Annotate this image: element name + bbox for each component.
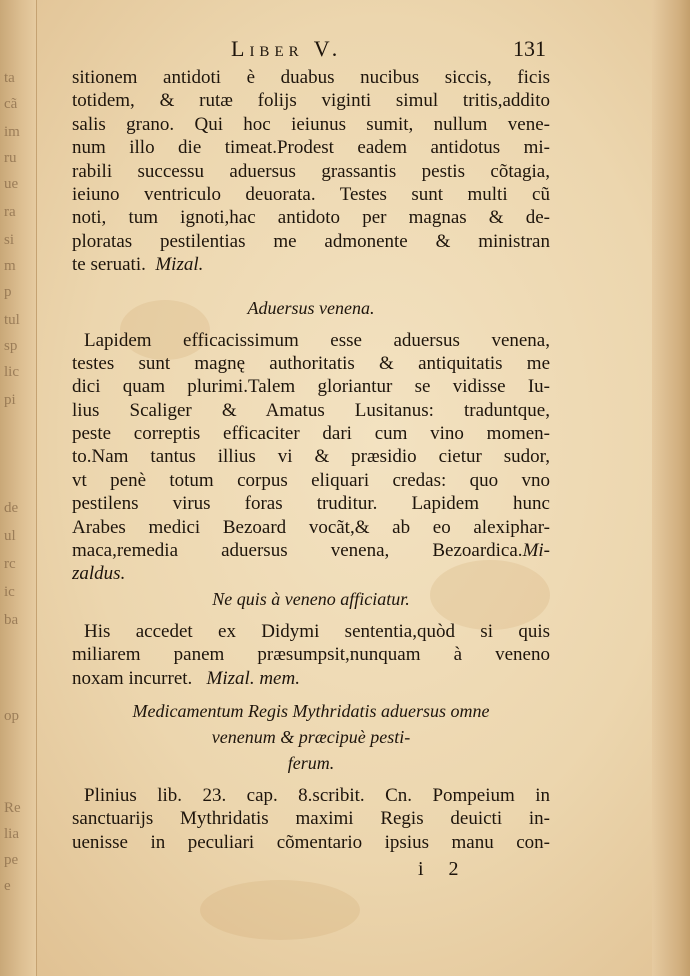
running-title: Liber V. [231, 36, 343, 61]
text-line [72, 253, 550, 276]
text-fragment: noxam incurret. [72, 667, 193, 689]
text-line: ieiuno ventriculo deuorata. Testes sunt multi cũ [72, 183, 550, 205]
bleed-through-glyph: pe [4, 852, 19, 868]
text-line: noti, tum ignoti,hac antidoto per magnas & de- [72, 207, 550, 229]
text-fragment: te seruati. [72, 254, 146, 276]
paragraph-ne-quis [72, 620, 550, 690]
author-signature-continued: zaldus. [72, 563, 126, 585]
body-text [72, 66, 550, 854]
section-heading-line: venenum & præcipuè pesti- [211, 726, 411, 747]
text-line: miliarem panem præsumpsit,nunquam à veneno [72, 644, 550, 666]
author-signature: Mizal. [155, 254, 204, 276]
section-heading: Ne quis à veneno afficiatur. [212, 588, 410, 609]
paragraph-antidote [72, 66, 550, 277]
bleed-through-glyph: lia [4, 826, 19, 842]
text-line: salis grano. Qui hoc ieiunus sumit, nullum vene- [72, 113, 550, 135]
text-line: testes sunt magnę authoritatis & antiquitatis me [72, 352, 550, 374]
right-page-edge [652, 0, 690, 976]
bleed-through-glyph: p [4, 284, 12, 300]
text-line: ploratas pestilentias me admonente & ministran [72, 230, 550, 252]
bleed-through-glyph: im [4, 124, 20, 140]
left-page-edge [0, 0, 37, 976]
bleed-through-glyph: m [4, 258, 16, 274]
text-line: num illo die timeat.Prodest eadem antidotus mi- [72, 137, 550, 159]
bleed-through-glyph: ul [4, 528, 16, 544]
text-fragment: maca,remedia aduersus venena, Bezoardica. [72, 540, 523, 562]
text-line [72, 562, 550, 585]
bleed-through-glyph: ic [4, 584, 15, 600]
text-line: vt penè totum corpus eliquari credas: quo vno [72, 469, 550, 491]
bleed-through-glyph: e [4, 878, 11, 894]
paper-stain [200, 880, 360, 940]
text-line: Plinius lib. 23. cap. 8.scribit. Cn. Pompeium in [84, 784, 550, 806]
text-line [72, 667, 550, 690]
paragraph-aduersus-venena [72, 329, 550, 586]
text-line: sanctuarijs Mythridatis maximi Regis deuicti in- [72, 808, 550, 830]
bleed-through-glyph: ra [4, 204, 16, 220]
text-line: sitionem antidoti è duabus nucibus siccis, ficis [72, 67, 550, 88]
text-line: totidem, & rutæ folijs viginti simul tritis,addito [72, 90, 550, 112]
text-line: uenisse in peculiari cõmentario ipsius manu con- [72, 831, 550, 853]
bleed-through-glyph: cã [4, 96, 18, 112]
text-line: pestilens virus foras truditur. Lapidem hunc [72, 493, 550, 515]
paragraph-mithridates [72, 784, 550, 854]
bleed-through-glyph: pi [4, 392, 16, 408]
page-number: 131 [513, 36, 546, 61]
bleed-through-glyph: ba [4, 612, 19, 628]
section-heading-line: Medicamentum Regis Mythridatis aduersus omne [132, 700, 490, 721]
bleed-through-glyph: rc [4, 556, 16, 572]
author-signature: Mizal. mem. [206, 667, 300, 689]
bleed-through-glyph: ta [4, 70, 15, 86]
page-header [66, 36, 546, 66]
text-line: His accedet ex Didymi sententia,quòd si quis [84, 620, 550, 642]
text-line: rabili successu aduersus grassantis pestis cõtagia, [72, 160, 550, 182]
text-line: peste correptis efficaciter dari cum vino momen- [72, 423, 550, 445]
bleed-through-glyph: ru [4, 150, 17, 166]
section-heading-line: ferum. [287, 752, 335, 773]
text-line: lius Scaliger & Amatus Lusitanus: traduntque, [72, 399, 550, 421]
bleed-through-glyph: si [4, 232, 15, 248]
bleed-through-glyph: ue [4, 176, 19, 192]
bleed-through-glyph: Re [4, 800, 21, 816]
bleed-through-glyph: tul [4, 312, 20, 328]
text-line: to.Nam tantus illius vi & præsidio cietur sudor, [72, 446, 550, 468]
bleed-through-glyph: de [4, 500, 19, 516]
author-signature: Mi- [522, 540, 550, 562]
bleed-through-glyph: op [4, 708, 19, 724]
text-line: dici quam plurimi.Talem gloriantur se vidisse Iu- [72, 376, 550, 398]
section-heading: Aduersus venena. [247, 297, 375, 318]
text-line [72, 539, 550, 562]
bleed-through-glyph: lic [4, 364, 19, 380]
text-line: Lapidem efficacissimum esse aduersus venena, [84, 329, 550, 351]
text-line: Arabes medici Bezoard vocãt,& ab eo alexiphar- [72, 516, 550, 538]
bleed-through-glyph: sp [4, 338, 18, 354]
signature-mark: i 2 [418, 858, 469, 880]
